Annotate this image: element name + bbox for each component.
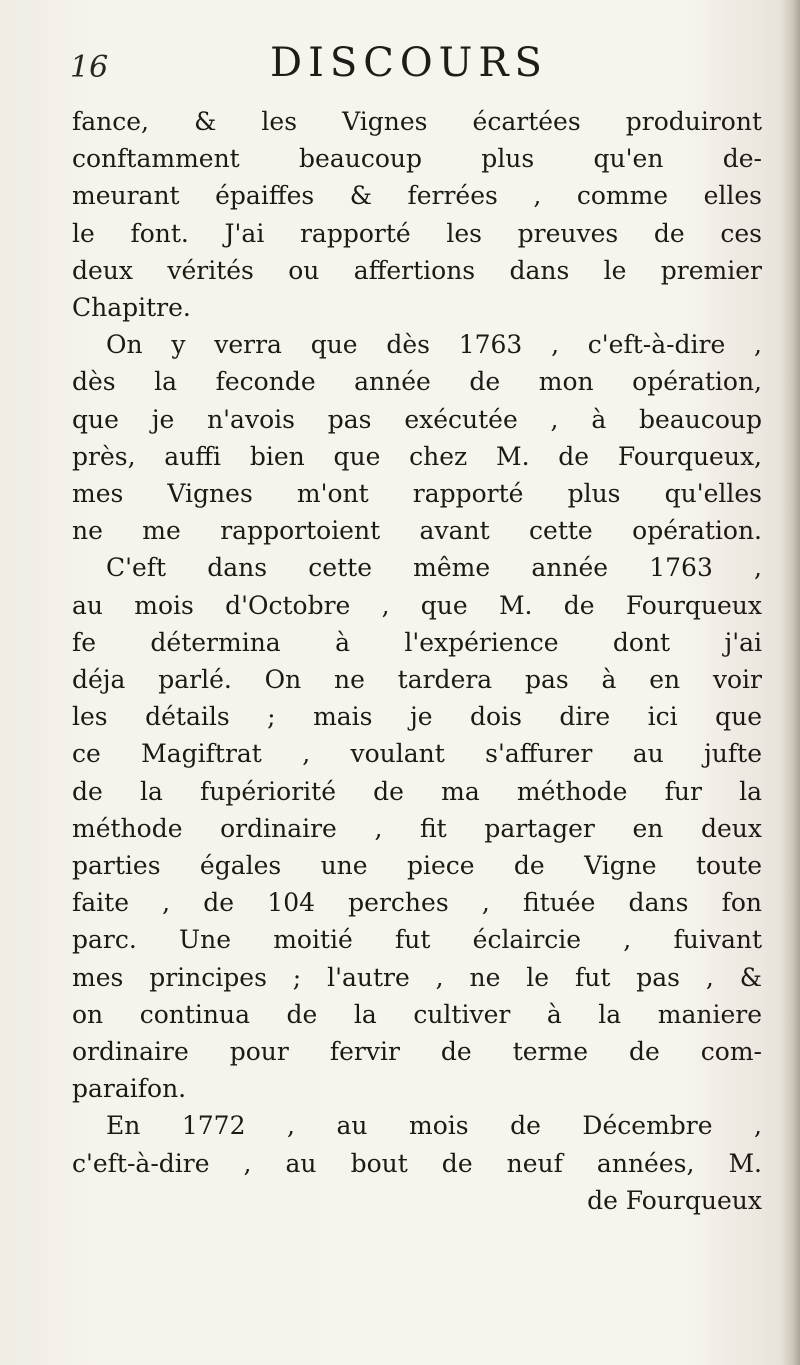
page-edge-shadow (782, 0, 800, 1365)
text-line: dès la feconde année de mon opération, (72, 367, 762, 397)
text-line: C'eft dans cette même année 1763 , (106, 553, 762, 583)
page-number: 16 (70, 50, 109, 85)
text-line: c'eft-à-dire , au bout de neuf années, M. (72, 1148, 762, 1178)
text-line: près, auffi bien que chez M. de Fourqueux, (72, 441, 762, 471)
text-line: déja parlé. On ne tardera pas à en voir (72, 665, 762, 695)
text-line: ce Magiftrat , voulant s'affurer au jufte (72, 739, 762, 769)
text-line: parc. Une moitié fut éclaircie , fuivant (72, 925, 762, 955)
text-line: que je n'avois pas exécutée , à beaucoup (72, 404, 762, 434)
text-line: faite , de 104 perches , fituée dans fon (72, 888, 762, 918)
text-line: au mois d'Octobre , que M. de Fourqueux (72, 590, 762, 620)
text-line: paraifon. (72, 1074, 187, 1104)
text-line: conftamment beaucoup plus qu'en de- (72, 144, 762, 174)
text-line: deux vérités ou affertions dans le premier (72, 255, 762, 285)
text-line: mes principes ; l'autre , ne le fut pas , & (72, 962, 762, 992)
text-line: de la fupériorité de ma méthode fur la (72, 776, 762, 806)
text-line: On y verra que dès 1763 , c'eft-à-dire , (106, 330, 762, 360)
text-line: les détails ; mais je dois dire ici que (72, 702, 762, 732)
text-line: on continua de la cultiver à la maniere (72, 999, 762, 1029)
text-line: parties égales une piece de Vigne toute (72, 851, 762, 881)
text-line: meurant épaiffes & ferrées , comme elles (72, 181, 762, 211)
text-line: En 1772 , au mois de Décembre , (106, 1111, 762, 1141)
catchword: de Fourqueux (587, 1185, 762, 1215)
text-line: ordinaire pour fervir de terme de com- (72, 1037, 762, 1067)
running-title: DISCOURS (270, 40, 548, 86)
text-line: méthode ordinaire , fit partager en deux (72, 813, 762, 843)
text-line: mes Vignes m'ont rapporté plus qu'elles (72, 479, 762, 509)
text-line: le font. J'ai rapporté les preuves de ces (72, 218, 762, 248)
page-header (70, 40, 760, 100)
body-text (72, 103, 762, 1219)
text-line: fe détermina à l'expérience dont j'ai (72, 627, 762, 657)
text-line: ne me rapportoient avant cette opération. (72, 516, 762, 546)
text-line: Chapitre. (72, 293, 191, 323)
text-line: fance, & les Vignes écartées produiront (72, 107, 762, 136)
